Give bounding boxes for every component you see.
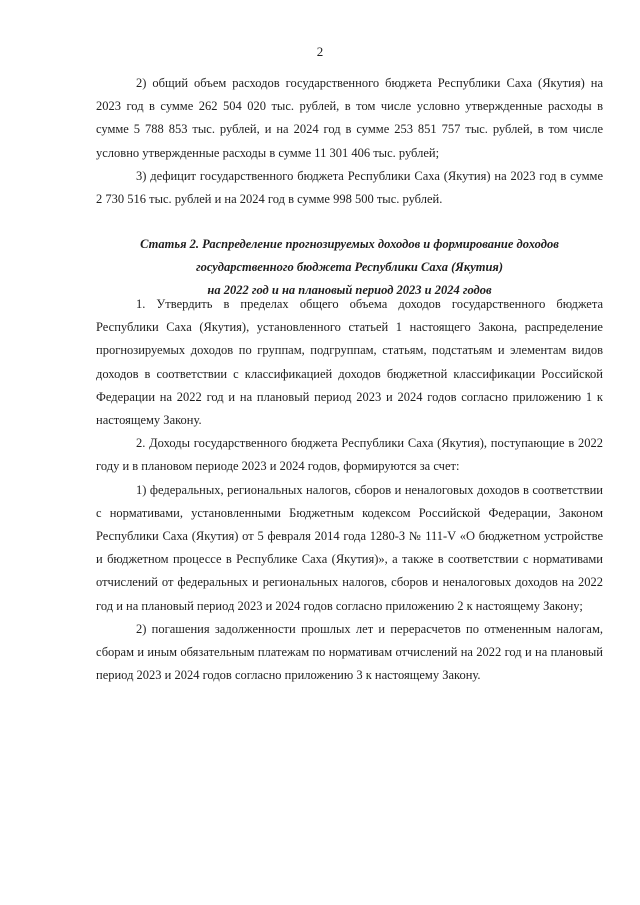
- paragraph-revenue-sources: 2. Доходы государственного бюджета Республики Саха (Якутия), поступающие в 2022 году и в плановом периоде 2023 и 2024 годов, формируются за счет:: [96, 436, 603, 474]
- paragraph-arrears: 2) погашения задолженности прошлых лет и перерасчетов по отмененным налогам, сборам и иным обязательным платежам по нормативам отчислений на 2022 год и на плановый период 2023 и 2024 годов согласно приложению 3 к настоящему Закону.: [96, 621, 603, 683]
- paragraph-expenditures: 2) общий объем расходов государственного бюджета Республики Саха (Якутия) на 2023 год в сумме 262 504 020 тыс. рублей, в том числе условно утвержденные расходы в сумме 5 788 853 тыс. рублей, и на 2024 год в сумме 253 851 757 тыс. рублей, в том числе условно утвержденные расходы в сумме 11 301 406 тыс. рублей;: [96, 76, 603, 160]
- article-heading-line-1: Статья 2. Распределение прогнозируемых доходов и формирование доходов: [140, 237, 559, 251]
- paragraph-approve-distribution: 1. Утвердить в пределах общего объема доходов государственного бюджета Республики Саха (Якутия), установленного статьей 1 настоящего Закона, распределение прогнозируемых доходов по группам, подгруппам, статьям, подстатьям и элементам видов доходов в соответствии с классификацией доходов бюджетной классификации Российской Федерации на 2022 год и на плановый период 2023 и 2024 годов согласно приложению 1 к настоящему Закону.: [96, 297, 603, 428]
- article-heading: [96, 233, 603, 302]
- article-heading-line-3: на 2022 год и на плановый период 2023 и 2024 годов: [207, 283, 492, 297]
- article-body: [96, 293, 603, 687]
- paragraph-deficit: 3) дефицит государственного бюджета Республики Саха (Якутия) на 2023 год в сумме 2 730 516 тыс. рублей и на 2024 год в сумме 998 500 тыс. рублей.: [96, 168, 603, 207]
- article-heading-line-2: государственного бюджета Республики Саха (Якутия): [195, 260, 504, 274]
- page-number: 2: [316, 44, 324, 59]
- paragraph-taxes-fees: 1) федеральных, региональных налогов, сборов и неналоговых доходов в соответствии с нормативами, установленными Бюджетным кодексом Российской Федерации, Законом Республики Саха (Якутия) от 5 февраля 2014 года 1280-З № 111-V «О бюджетном устройстве и бюджетном процессе в Республике Саха (Якутия)», а также в соответствии с нормативами отчислений от федеральных и региональных налогов, сборов и неналоговых доходов на 2022 год и на плановый период 2023 и 2024 годов согласно приложению 2 к настоящему Закону;: [96, 482, 603, 613]
- top-paragraphs: [96, 72, 603, 211]
